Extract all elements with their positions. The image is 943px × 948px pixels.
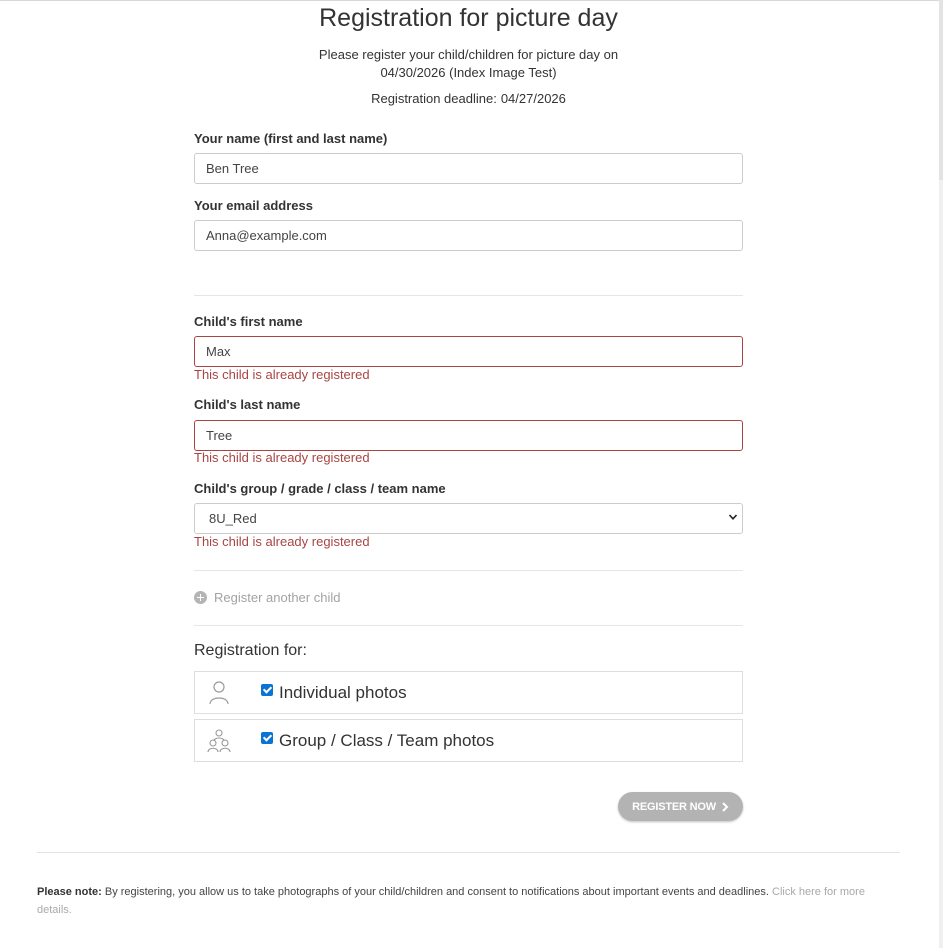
section-divider (194, 295, 743, 296)
group-icon (207, 728, 231, 754)
registration-deadline (0, 91, 937, 106)
child-first-name-field[interactable]: Max (194, 336, 743, 367)
option-individual-photos[interactable] (194, 671, 743, 714)
section-divider (194, 570, 743, 571)
child-group-error: This child is already registered (194, 534, 370, 549)
footer-divider (37, 852, 900, 853)
option-group-photos[interactable] (194, 719, 743, 762)
child-last-name-field[interactable]: Tree (194, 420, 743, 451)
plus-circle-icon (194, 591, 207, 604)
individual-photos-checkbox[interactable] (261, 684, 273, 696)
more-details-link[interactable]: Click here for more details. (37, 886, 865, 916)
register-now-label: REGISTER NOW (632, 800, 716, 813)
scrollbar[interactable] (939, 0, 943, 948)
name-field[interactable]: Ben Tree (194, 153, 743, 184)
name-label: Your name (first and last name) (194, 131, 388, 146)
register-now-button[interactable] (618, 792, 743, 821)
chevron-down-icon (728, 512, 738, 522)
top-border (0, 0, 943, 1)
registration-for-heading: Registration for: (194, 642, 307, 659)
child-first-name-label: Child's first name (194, 314, 303, 329)
chevron-right-icon (721, 802, 729, 812)
group-photos-checkbox[interactable] (261, 732, 273, 744)
individual-photos-label: Individual photos (279, 683, 407, 702)
child-group-value: 8U_Red (209, 511, 257, 526)
email-field[interactable]: Anna@example.com (194, 220, 743, 251)
scrollbar-thumb[interactable] (939, 0, 943, 180)
consent-note (37, 883, 900, 919)
note-text: By registering, you allow us to take photographs of your child/children and consent to notifications about important events and deadlines. (104, 886, 769, 898)
deadline-label: Registration deadline: (371, 91, 497, 106)
group-photos-label: Group / Class / Team photos (279, 731, 495, 750)
child-last-name-error: This child is already registered (194, 450, 370, 465)
child-first-name-error: This child is already registered (194, 367, 370, 382)
register-another-child-link[interactable] (194, 589, 340, 605)
note-label: Please note: (37, 886, 102, 898)
child-group-label: Child's group / grade / class / team name (194, 481, 446, 496)
page-subtitle: Please register your child/children for picture day on 04/30/2026 (Index Image Test) (318, 47, 619, 80)
section-divider (194, 625, 743, 626)
email-label: Your email address (194, 198, 313, 213)
deadline-value: 04/27/2026 (500, 91, 566, 106)
register-another-child-label: Register another child (214, 589, 341, 605)
child-group-select[interactable] (194, 503, 743, 534)
page-title: Registration for picture day (319, 4, 618, 32)
person-icon (207, 680, 231, 706)
child-last-name-label: Child's last name (194, 397, 301, 412)
